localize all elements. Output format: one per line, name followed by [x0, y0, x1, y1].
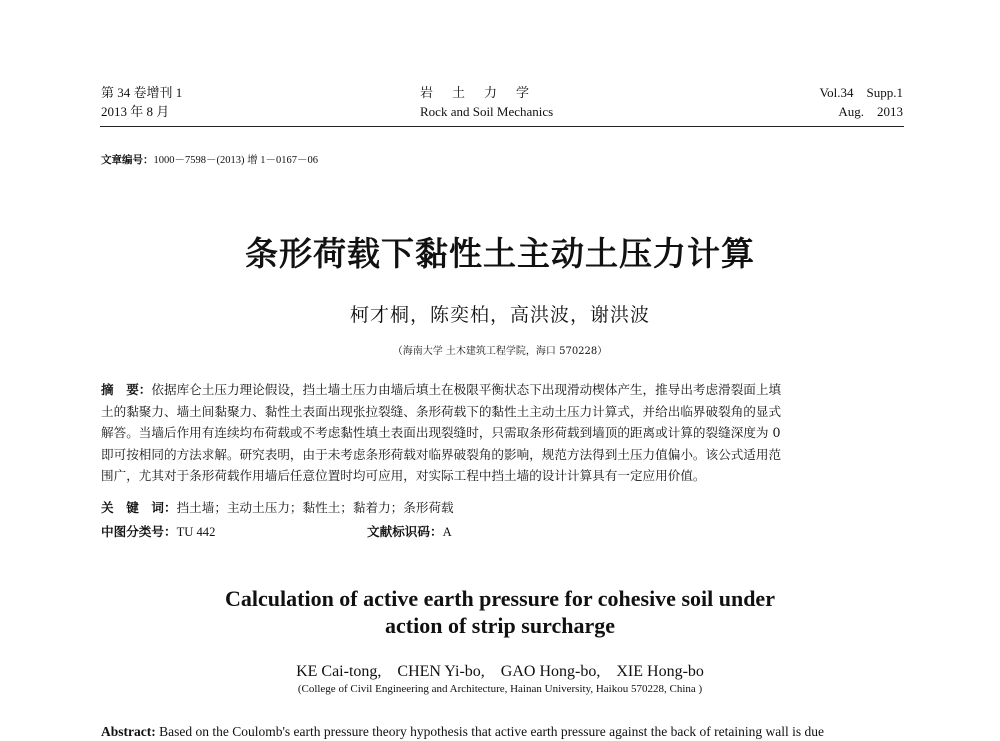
affiliation-en: (College of Civil Engineering and Architecture, Hainan University, Haikou 570228, China )	[297, 683, 703, 695]
keywords-cn-value: 挡土墙；主动土压力；黏性土；黏着力；条形荷载	[176, 500, 454, 515]
abstract-cn-line: 摘 要：依据库仑土压力理论假设，挡土墙土压力由墙后填土在极限平衡状态下出现滑动楔体产生，推导出考虑滑裂面上填	[101, 382, 782, 397]
abstract-cn-line: 土的黏聚力、墙土间黏聚力、黏性土表面出现张拉裂缝、条形荷载下的黏性土主动土压力计算式，并给出临界破裂角的显式	[101, 403, 782, 419]
article-number	[101, 152, 318, 167]
clc-label: 中图分类号：	[101, 524, 177, 539]
abstract-cn-line: 解答。当墙后作用有连续均布荷载或不考虑黏性填土表面出现裂缝时，只需取条形荷载到墙顶的距离或计算的裂缝深度为 0	[101, 425, 781, 441]
article-number-value: 1000－7598－(2013) 增 1－0167－06	[153, 155, 318, 166]
article-number-label: 文章编号：	[101, 154, 154, 166]
abstract-en-text: Based on the Coulomb's earth pressure theory hypothesis that active earth pressure against the back of retaining wall is due	[159, 724, 824, 739]
header-journal-cn: 岩 土 力 学	[420, 85, 533, 100]
abstract-cn-line: 围广，尤其对于条形荷载作用墙后任意位置时均可应用，对实际工程中挡土墙的设计计算具有一定应用价值。	[101, 468, 706, 484]
header-rule	[100, 126, 904, 127]
page-title-cn: 条形荷载下黏性土主动土压力计算	[245, 234, 755, 273]
authors-cn: 柯才桐，陈奕柏，高洪波，谢洪波	[349, 304, 650, 326]
page-title-en	[0, 585, 1000, 639]
document-code-value: A	[442, 525, 452, 539]
authors-en: KE Cai-tong, CHEN Yi-bo, GAO Hong-bo, XIE Hong-bo	[296, 663, 704, 680]
abstract-cn	[101, 379, 905, 487]
abstract-en	[101, 723, 931, 741]
page-title-en-line1: Calculation of active earth pressure for cohesive soil under	[225, 586, 775, 611]
header-date-cn: 2013 年 8 月	[101, 104, 170, 119]
clc-value: TU 442	[176, 525, 216, 539]
abstract-cn-label: 摘 要：	[101, 382, 152, 397]
document-code	[367, 522, 452, 542]
keywords-cn-label: 关 键 词：	[101, 500, 177, 515]
abstract-cn-line: 即可按相同的方法求解。研究表明，由于未考虑条形荷载对临界破裂角的影响，规范方法得到土压力值偏小。该公式适用范	[101, 446, 782, 462]
header-date-en: Aug. 2013	[838, 104, 903, 119]
header-journal-en: Rock and Soil Mechanics	[420, 104, 554, 119]
keywords-cn	[101, 498, 454, 517]
header-volume: 第 34 卷增刊 1	[101, 85, 183, 100]
affiliation-cn: （海南大学 土木建筑工程学院，海口 570228）	[392, 346, 608, 357]
page-title-en-line2: action of strip surcharge	[385, 613, 615, 638]
document-code-label: 文献标识码：	[367, 524, 443, 539]
abstract-en-label: Abstract:	[101, 724, 156, 739]
header-volume-en: Vol.34 Supp.1	[819, 85, 903, 100]
clc-number	[101, 522, 215, 542]
